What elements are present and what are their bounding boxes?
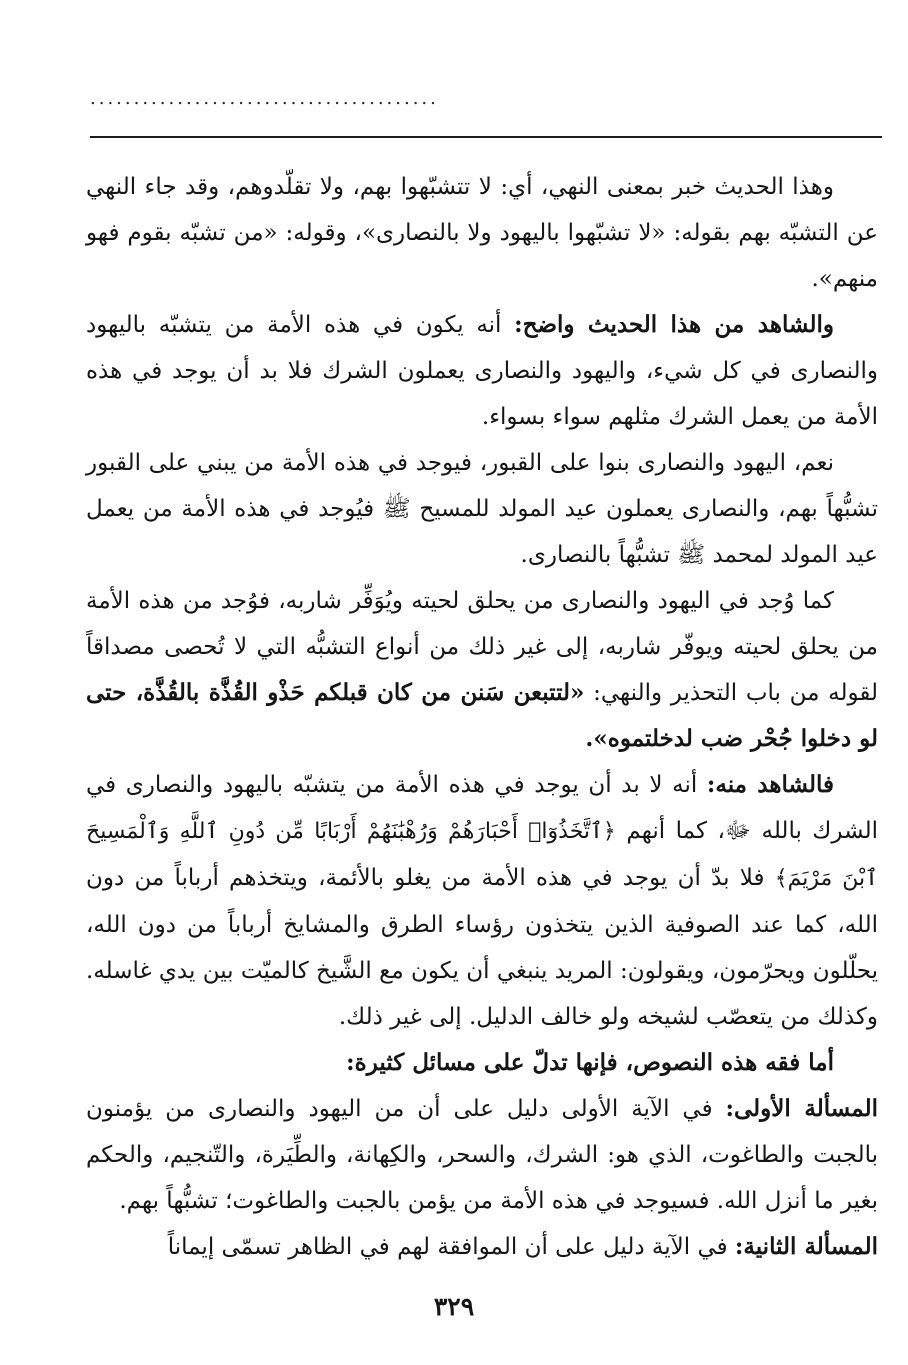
witness-text: أنه يكون في هذه الأمة من يتشبّه باليهود والنصارى في كل شيء، واليهود والنصارى يعملون الشرك فلا بد أن يوجد في هذه الأمة من يعمل الشرك مثلهم سواء بسواء. bbox=[86, 312, 878, 430]
witness-heading: والشاهد من هذا الحديث واضح: bbox=[514, 311, 834, 338]
first-issue-heading: المسألة الأولى: bbox=[725, 1095, 878, 1122]
shirk-witness-heading: فالشاهد منه: bbox=[706, 771, 835, 798]
second-issue-heading: المسألة الثانية: bbox=[734, 1233, 878, 1260]
paragraph-first-issue bbox=[86, 1086, 878, 1224]
header-rule bbox=[90, 136, 882, 138]
paragraph-beard bbox=[86, 578, 878, 762]
paragraph-witness bbox=[86, 302, 878, 440]
paragraph-second-issue bbox=[86, 1224, 878, 1270]
header-dotted-line: ........................................ bbox=[90, 89, 439, 109]
first-issue-text: في الآية الأولى دليل على أن من اليهود والنصارى من يؤمنون بالجبت والطاغوت، الذي هو: الشرك، والسحر، والكِهانة، والطِّيَرة، والتّنجيم، والحكم بغير ما أنزل الله. فسيوجد في هذه الأمة من يؤمن بالجبت والطاغوت؛ تشبُّهاً بهم. bbox=[86, 1096, 878, 1214]
hadith-quote: «لتتبعن سَنن من كان قبلكم حَذْو القُذَّة بالقُذَّة، حتى لو دخلوا جُحْر ضب لدخلتموه». bbox=[86, 679, 878, 752]
second-issue-text: في الآية دليل على أن الموافقة لهم في الظاهر تسمّى إيماناً bbox=[167, 1234, 735, 1260]
paragraph-hadith-meaning: وهذا الحديث خبر بمعنى النهي، أي: لا تتشبّهوا بهم، ولا تقلّدوهم، وقد جاء النهي عن التشبّه بهم بقوله: «لا تشبّهوا باليهود ولا بالنصارى»، وقوله: «من تشبّه بقوم فهو منهم». bbox=[86, 174, 878, 292]
beard-text: كما وُجد في اليهود والنصارى من يحلق لحيته ويُوَفِّر شاربه، فوُجد من هذه الأمة من يحلق لحيته ويوفّر شاربه، إلى غير ذلك من أنواع التشبُّه التي لا تُحصى مصداقاً لقوله من باب التحذير والنهي: bbox=[86, 588, 878, 706]
page-number: ٣٢٩ bbox=[433, 1292, 475, 1321]
shirk-witness-text-a: أنه لا بد أن يوجد في هذه الأمة من يتشبّه باليهود والنصارى في الشرك بالله ﷻ، كما أنهم bbox=[86, 772, 878, 844]
quran-verse: ﴿ٱتَّخَذُوٓا۟ أَحْبَارَهُمْ وَرُهْبَٰنَهُمْ أَرْبَابًا مِّن دُونِ ٱللَّهِ وَٱلْمَسِيحَ ٱبْنَ مَرْيَمَ﴾ bbox=[86, 819, 878, 891]
page-body bbox=[86, 164, 878, 1270]
paragraph-graves-mawlid: نعم، اليهود والنصارى بنوا على القبور، فيوجد في هذه الأمة من يبني على القبور تشبُّهاً بهم، والنصارى يعملون عيد المولد للمسيح ﷺ فيُوجد في هذه الأمة من يعمل عيد المولد لمحمد ﷺ تشبُّهاً بالنصارى. bbox=[86, 450, 878, 568]
paragraph-shirk-witness bbox=[86, 762, 878, 1040]
paragraph-fiqh-heading: أما فقه هذه النصوص، فإنها تدلّ على مسائل كثيرة: bbox=[346, 1049, 834, 1076]
shirk-witness-text-b: فلا بدّ أن يوجد في هذه الأمة من يغلو بالأئمة، ويتخذهم أرباباً من دون الله، كما عند الصوفية الذين يتخذون رؤساء الطرق والمشايخ أرباباً من دون الله، يحلّلون ويحرّمون، ويقولون: المريد ينبغي أن يكون مع الشَّيخ كالميّت بين يدي غاسله. وكذلك من يتعصّب لشيخه ولو خالف الدليل. إلى غير ذلك. bbox=[86, 865, 878, 1030]
